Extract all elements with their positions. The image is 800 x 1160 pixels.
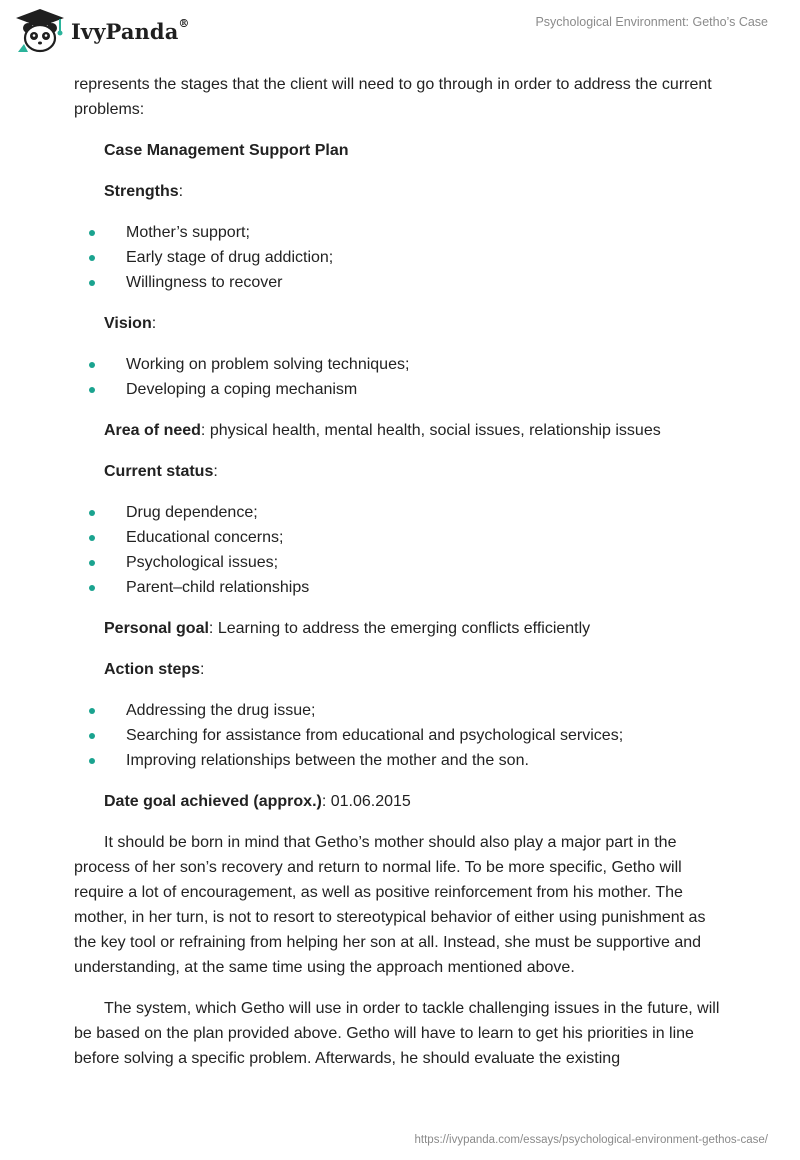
status-list	[74, 500, 722, 600]
personal-goal	[74, 616, 722, 641]
status-heading: Current status:	[104, 463, 218, 480]
bullet-icon	[89, 280, 95, 286]
status-label: Current status	[104, 463, 214, 480]
source-url-link[interactable]: https://ivypanda.com/essays/psychological-environment-gethos-case/	[414, 1134, 768, 1146]
bullet-icon	[89, 535, 95, 541]
list-item-text: Early stage of drug addiction;	[126, 249, 334, 266]
date-value: : 01.06.2015	[321, 793, 411, 810]
brand-name	[71, 16, 190, 44]
bullet-icon	[89, 387, 95, 393]
list-item	[74, 550, 722, 575]
brand-wordmark: IvyPanda	[71, 18, 179, 44]
list-item-text: Willingness to recover	[126, 274, 283, 291]
area-value: : physical health, mental health, social issues, relationship issues	[200, 422, 661, 439]
intro-text: represents the stages that the client will need to go through in order to address the current problems:	[74, 76, 712, 118]
list-item-text: Improving relationships between the mother and the son.	[126, 752, 529, 769]
list-item-text: Drug dependence;	[126, 504, 258, 521]
strengths-heading: Strengths:	[104, 183, 184, 200]
list-item-text: Psychological issues;	[126, 554, 279, 571]
list-item	[74, 377, 722, 402]
plan-heading	[74, 138, 722, 163]
body-paragraph: It should be born in mind that Getho’s mother should also play a major part in the process of her son’s recovery and return to normal life. To be more specific, Getho will require a lot of encouragement, as well as positive reinforcement from his mother. The mother, in her turn, is not to resort to stereotypical behavior of either using punishment as the key tool or refraining from helping her son at all. Instead, she must be supportive and understanding, at the same time using the approach mentioned above.	[74, 834, 706, 976]
document-title: Psychological Environment: Getho’s Case	[535, 15, 768, 29]
date-goal-achieved	[74, 789, 722, 814]
list-item-text: Parent–child relationships	[126, 579, 310, 596]
list-item	[74, 748, 722, 773]
body-paragraph: The system, which Getho will use in order to tackle challenging issues in the future, will be based on the plan provided above. Getho will have to learn to get his priorities in line before solving a specific problem. Afterwards, he should evaluate the existing	[74, 1000, 720, 1067]
strengths-label: Strengths	[104, 183, 179, 200]
list-item	[74, 575, 722, 600]
bullet-icon	[89, 708, 95, 714]
vision-list	[74, 352, 722, 402]
registered-mark: ®	[178, 16, 190, 30]
bullet-icon	[89, 758, 95, 764]
list-item-text: Developing a coping mechanism	[126, 381, 358, 398]
area-of-need	[74, 418, 722, 443]
list-item	[74, 723, 722, 748]
bullet-icon	[89, 510, 95, 516]
area-label: Area of need	[104, 422, 201, 439]
strengths-list	[74, 220, 722, 295]
list-item	[74, 270, 722, 295]
list-item-text: Addressing the drug issue;	[126, 702, 316, 719]
list-item-text: Working on problem solving techniques;	[126, 356, 410, 373]
list-item	[74, 352, 722, 377]
list-item	[74, 245, 722, 270]
bullet-icon	[89, 255, 95, 261]
action-steps-list	[74, 698, 722, 773]
bullet-icon	[89, 230, 95, 236]
vision-label: Vision	[104, 315, 152, 332]
bullet-icon	[89, 733, 95, 739]
date-label: Date goal achieved (approx.)	[104, 793, 322, 810]
steps-label: Action steps	[104, 661, 201, 678]
list-item-text: Mother’s support;	[126, 224, 250, 241]
steps-heading: Action steps:	[104, 661, 205, 678]
goal-label: Personal goal	[104, 620, 209, 637]
list-item-text: Searching for assistance from educational and psychological services;	[126, 727, 624, 744]
bullet-icon	[89, 585, 95, 591]
vision-heading: Vision:	[104, 315, 157, 332]
list-item	[74, 525, 722, 550]
bullet-icon	[89, 362, 95, 368]
essay-body	[74, 72, 722, 1087]
list-item	[74, 220, 722, 245]
list-item-text: Educational concerns;	[126, 529, 284, 546]
goal-value: : Learning to address the emerging conflicts efficiently	[208, 620, 591, 637]
plan-title: Case Management Support Plan	[104, 142, 349, 159]
list-item	[74, 500, 722, 525]
bullet-icon	[89, 560, 95, 566]
brand-logo[interactable]	[14, 6, 190, 56]
panda-mascot-icon	[14, 6, 66, 56]
list-item	[74, 698, 722, 723]
